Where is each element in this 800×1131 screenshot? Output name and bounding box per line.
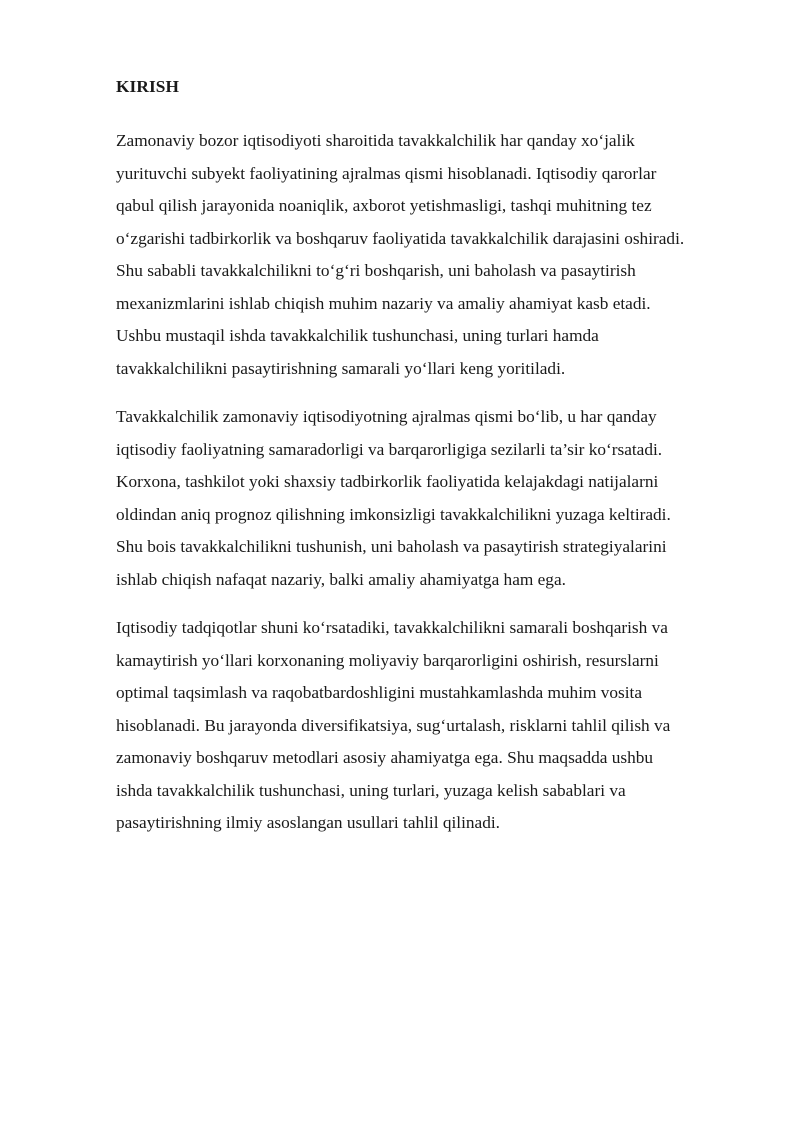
paragraph-3 bbox=[116, 612, 716, 840]
paragraph-line: Shu sababli tavakkalchilikni to‘g‘ri boshqarish, uni baholash va pasaytirish bbox=[116, 261, 636, 280]
paragraph-line: Shu bois tavakkalchilikni tushunish, uni baholash va pasaytirish strategiyalarini bbox=[116, 537, 667, 556]
paragraph-1 bbox=[116, 125, 716, 385]
paragraph-line: yurituvchi subyekt faoliyatining ajralmas qismi hisoblanadi. Iqtisodiy qarorlar bbox=[116, 163, 657, 183]
paragraph-2 bbox=[116, 401, 716, 596]
paragraph-line: Tavakkalchilik zamonaviy iqtisodiyotning ajralmas qismi bo‘lib, u har qanday bbox=[116, 407, 657, 426]
paragraph-line: qabul qilish jarayonida noaniqlik, axborot yetishmasligi, tashqi muhitning tez bbox=[116, 196, 652, 215]
paragraph-line: mexanizmlarini ishlab chiqish muhim nazariy va amaliy ahamiyat kasb etadi. bbox=[116, 293, 651, 313]
paragraph-line: Iqtisodiy tadqiqotlar shuni ko‘rsatadiki, tavakkalchilikni samarali boshqarish va bbox=[116, 618, 668, 637]
paragraph-line: ishda tavakkalchilik tushunchasi, uning turlari, yuzaga kelish sabablari va bbox=[116, 780, 626, 800]
paragraph-line: zamonaviy boshqaruv metodlari asosiy ahamiyatga ega. Shu maqsadda ushbu bbox=[116, 748, 654, 767]
paragraph-line: tavakkalchilikni pasaytirishning samarali yo‘llari keng yoritiladi. bbox=[116, 358, 566, 378]
section-heading: KIRISH bbox=[116, 77, 180, 96]
paragraph-line: o‘zgarishi tadbirkorlik va boshqaruv faoliyatida tavakkalchilik darajasini oshiradi. bbox=[116, 228, 685, 248]
paragraph-line: Ushbu mustaqil ishda tavakkalchilik tushunchasi, uning turlari hamda bbox=[116, 326, 599, 345]
paragraph-line: oldindan aniq prognoz qilishning imkonsizligi tavakkalchilikni yuzaga keltiradi. bbox=[116, 504, 671, 524]
paragraph-line: optimal taqsimlash va raqobatbardoshligini mustahkamlashda muhim vosita bbox=[116, 683, 643, 702]
paragraph-line: kamaytirish yo‘llari korxonaning moliyaviy barqarorligini oshirish, resurslarni bbox=[116, 650, 659, 670]
paragraph-line: Korxona, tashkilot yoki shaxsiy tadbirkorlik faoliyatida kelajakdagi natijalarni bbox=[116, 472, 659, 491]
paragraph-line: pasaytirishning ilmiy asoslangan usullari tahlil qilinadi. bbox=[116, 813, 500, 832]
paragraph-line: ishlab chiqish nafaqat nazariy, balki amaliy ahamiyatga ham ega. bbox=[116, 569, 566, 589]
paragraph-line: iqtisodiy faoliyatning samaradorligi va barqarorligiga sezilarli ta’sir ko‘rsatadi. bbox=[116, 439, 663, 459]
document-body bbox=[116, 76, 716, 856]
paragraph-line: hisoblanadi. Bu jarayonda diversifikatsiya, sug‘urtalash, risklarni tahlil qilish va bbox=[116, 715, 671, 735]
paragraph-line: Zamonaviy bozor iqtisodiyoti sharoitida tavakkalchilik har qanday xo‘jalik bbox=[116, 131, 635, 150]
